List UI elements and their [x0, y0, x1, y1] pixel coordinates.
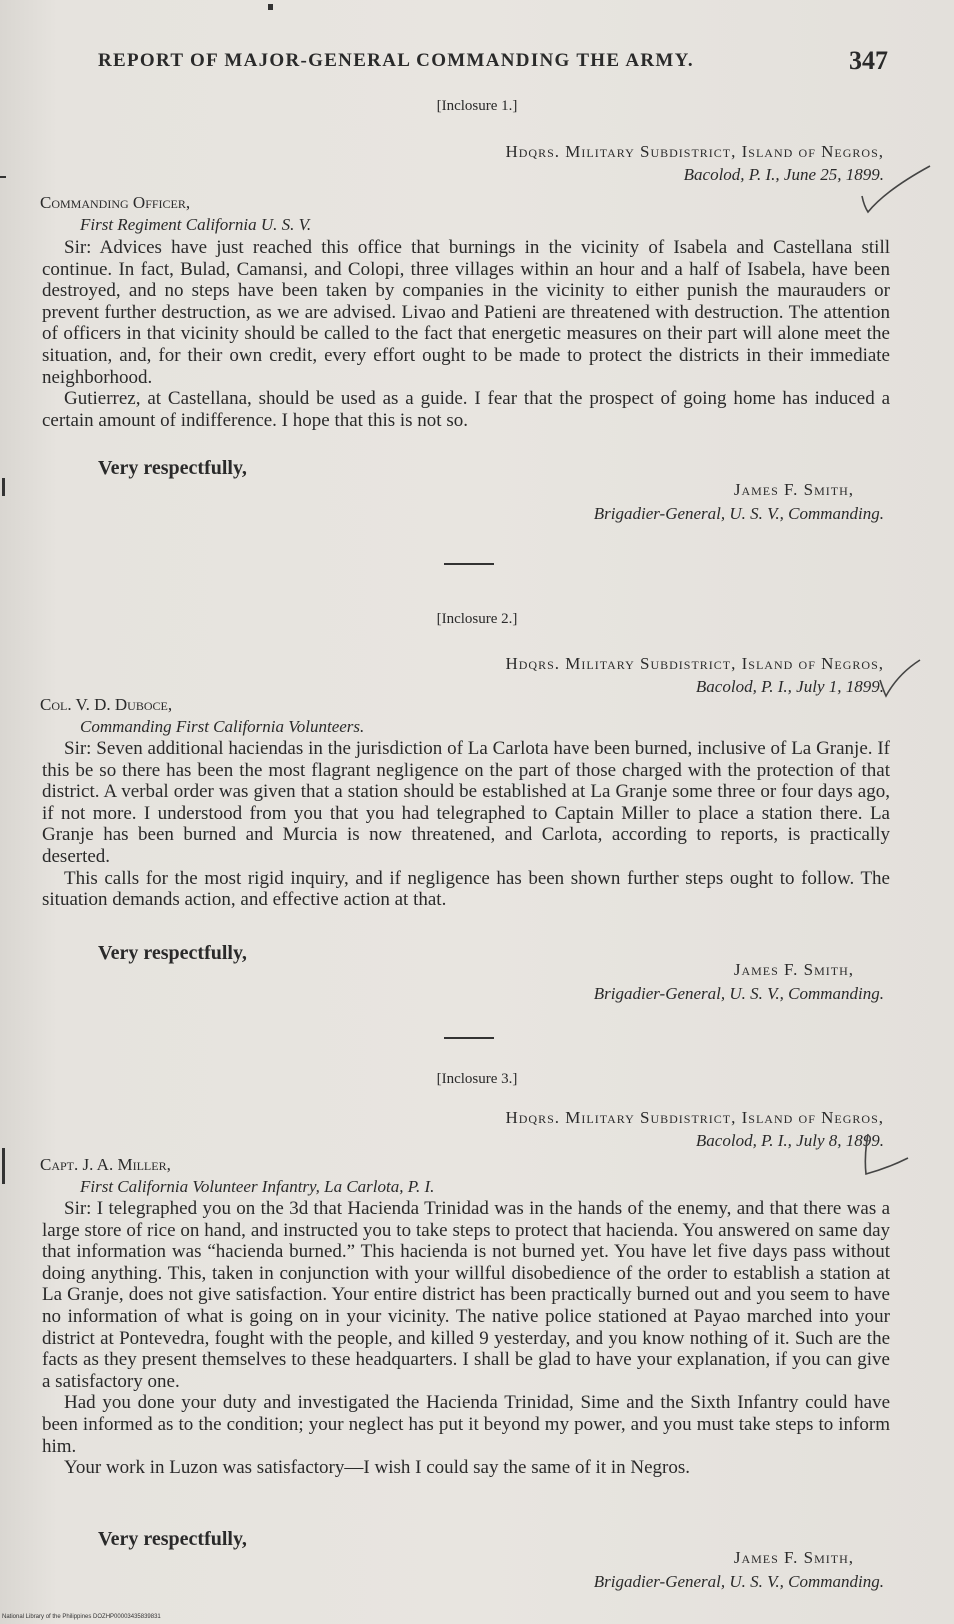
inclosure-label-1: [Inclosure 1.]	[436, 98, 518, 114]
scan-mark	[2, 1148, 5, 1184]
inclosure-label-2: [Inclosure 2.]	[436, 611, 518, 627]
page-header	[98, 46, 888, 75]
paragraph: This calls for the most rigid inquiry, and if negligence has been shown further steps ought to follow. The situation demands action, and effective action at that.	[42, 867, 890, 911]
hq-line: Hdqrs. Military Subdistrict, Island of Negros,	[505, 654, 884, 673]
signer-rank: Brigadier-General, U. S. V., Commanding.	[593, 1572, 884, 1591]
letter-3-body	[42, 1198, 890, 1479]
letter-1-closing: Very respectfully,	[98, 457, 247, 479]
letter-1-signature	[594, 478, 884, 526]
scan-footer: National Library of the Philippines DOZHP00003435839831	[2, 1614, 161, 1620]
scan-mark	[268, 4, 273, 10]
place-date: Bacolod, P. I., July 8, 1899.	[695, 1131, 884, 1150]
signer-name: James F. Smith,	[733, 960, 854, 979]
hq-line: Hdqrs. Military Subdistrict, Island of Negros,	[505, 142, 884, 161]
paragraph: Gutierrez, at Castellana, should be used as a guide. I fear that the prospect of going home has induced a certain amount of indifference. I hope that this is not so.	[42, 388, 890, 431]
addressee-name: Capt. J. A. Miller,	[40, 1155, 171, 1174]
scan-mark	[0, 176, 6, 178]
letter-3-signature	[594, 1546, 884, 1594]
letter-2-addressee	[40, 694, 364, 738]
paragraph: Sir: Advices have just reached this office that burnings in the vicinity of Isabela and Castellana still continue. In fact, Bulad, Camansi, and Colopi, three villages within an hour and a half of Isabela, have been destroyed, and no steps have been taken by companies in the vicinity to either punish the maurauders or prevent further destruction, as we are advised. Livao and Patieni are threatened with destruction. The attention of officers in that vicinity should be called to the fact that energetic measures on their part will alone meet the situation, and, for their own credit, every effort ought to be made to protect the districts in their immediate neighborhood.	[42, 237, 890, 388]
section-divider	[444, 1037, 494, 1039]
addressee-name: Col. V. D. Duboce,	[40, 695, 173, 714]
checkmark-icon	[858, 1130, 914, 1178]
signer-rank: Brigadier-General, U. S. V., Commanding.	[593, 504, 884, 523]
letter-1-addressee	[40, 192, 311, 236]
checkmark-icon	[856, 162, 936, 218]
letter-3-heading	[505, 1106, 884, 1152]
page-number: 347	[849, 46, 888, 75]
inclosure-label-3: [Inclosure 3.]	[436, 1071, 518, 1087]
paragraph: Your work in Luzon was satisfactory—I wish I could say the same of it in Negros.	[64, 1457, 691, 1479]
signer-rank: Brigadier-General, U. S. V., Commanding.	[593, 984, 884, 1003]
signer-name: James F. Smith,	[733, 480, 854, 499]
scan-mark	[2, 478, 5, 496]
running-title: REPORT OF MAJOR-GENERAL COMMANDING THE ARMY.	[98, 50, 694, 71]
hq-line: Hdqrs. Military Subdistrict, Island of Negros,	[505, 1108, 884, 1127]
place-date: Bacolod, P. I., June 25, 1899.	[683, 165, 884, 184]
letter-3-closing: Very respectfully,	[98, 1528, 247, 1550]
section-divider	[444, 563, 494, 565]
signer-name: James F. Smith,	[733, 1548, 854, 1567]
addressee-unit: First Regiment California U. S. V.	[80, 215, 312, 234]
letter-1-body	[42, 237, 890, 431]
place-date: Bacolod, P. I., July 1, 1899.	[695, 677, 884, 696]
paragraph: Sir: Seven additional haciendas in the jurisdiction of La Carlota have been burned, inclusive of La Granje. If this be so there has been the most flagrant negligence on the part of those charged with the protection of that district. A verbal order was given that a station should be established at La Granje some three or four days ago, if not more. I understood from you that you had telegraphed to Captain Miller to place a station there. La Granje has been burned and Murcia is now threatened, and Carlota, according to reports, is practically deserted.	[42, 738, 890, 867]
paragraph: Sir: I telegraphed you on the 3d that Hacienda Trinidad was in the hands of the enemy, and that there was a large store of rice on hand, and instructed you to take steps to protect that hacienda. You answered on same day that information was “hacienda burned.” This hacienda is not burned yet. You have let five days pass without doing anything. This, taken in conjunction with your willful disobedience of the order to establish a station at La Granje, does not give satisfaction. Your entire district has been practically burned out and you seem to have no information of what is going on in your vicinity. The native police stationed at Payao marched into your district at Pontevedra, fought with the people, and killed 9 yesterday, and you know nothing of it. Such are the facts as they present themselves to these headquarters. I shall be glad to have your explanation, if you can give a satisfactory one.	[42, 1198, 890, 1392]
addressee-name: Commanding Officer,	[40, 193, 191, 212]
letter-2-body	[42, 738, 890, 911]
letter-2-closing: Very respectfully,	[98, 942, 247, 964]
letter-2-signature	[594, 958, 884, 1006]
addressee-unit: First California Volunteer Infantry, La Carlota, P. I.	[80, 1177, 435, 1196]
letter-3-addressee	[40, 1154, 434, 1198]
checkmark-icon	[876, 656, 926, 700]
letter-2-heading	[505, 652, 884, 698]
paragraph: Had you done your duty and investigated the Hacienda Trinidad, Sime and the Sixth Infantry could have been informed as to the condition; your neglect has put it beyond my power, and you must take steps to inform him.	[42, 1392, 890, 1457]
letter-1-heading	[505, 140, 884, 186]
addressee-unit: Commanding First California Volunteers.	[80, 717, 365, 736]
